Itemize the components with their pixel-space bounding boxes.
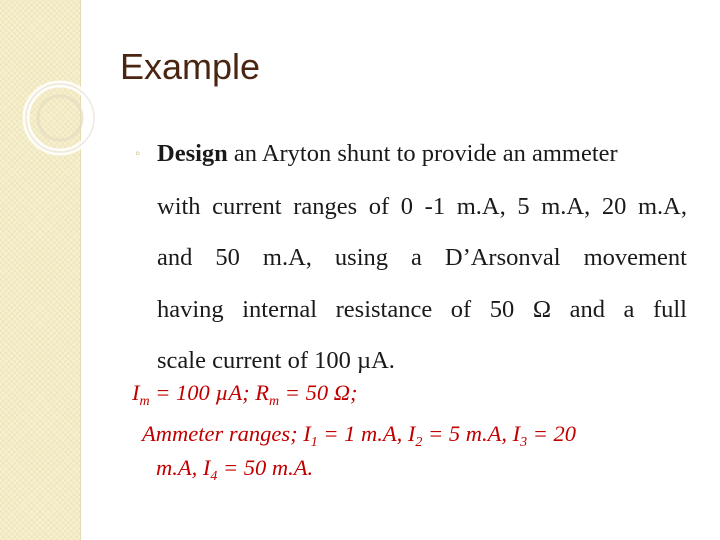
im-symbol: I [132, 380, 140, 405]
ring-outer-outline [26, 84, 94, 152]
rm-value: = 50 Ω; [279, 380, 358, 405]
i4-symbol: I [202, 455, 211, 480]
i3-symbol: I [512, 421, 521, 446]
bullet-line-1: an Aryton shunt to provide an ammeter [227, 140, 618, 167]
bullet-line-2: with current ranges of 0 -1 m.A, 5 m.A, 20 m.A, [157, 192, 687, 220]
rm-symbol: R [255, 380, 270, 405]
given-values-line-2 [142, 421, 576, 456]
i4-subscript: 4 [210, 469, 218, 484]
i4-value: = 50 m.A. [217, 455, 314, 480]
i2-symbol: I [407, 421, 416, 446]
bullet-icon: ◦ [135, 146, 141, 162]
given-values-line-1 [132, 380, 357, 415]
i2-subscript: 2 [415, 435, 423, 450]
i1-symbol: I [303, 421, 311, 446]
decorative-rings [0, 0, 130, 160]
i1-subscript: 1 [310, 435, 318, 450]
bullet-line-5: scale current of 100 µA. [157, 347, 395, 374]
im-subscript: m [139, 394, 150, 409]
bullet-line-3: and 50 m.A, using a D’Arsonval movement [157, 244, 687, 271]
given-values-line-3 [156, 455, 313, 490]
rm-subscript: m [269, 394, 280, 409]
bullet-block [135, 128, 687, 387]
bullet-lead-word: Design [157, 140, 228, 167]
line-3-start: m.A, [156, 455, 203, 480]
bullet-line-4: having internal resistance of 50 Ω and a full [157, 295, 687, 323]
ring-inner [38, 96, 82, 140]
i3-value: = 20 [527, 421, 577, 446]
i3-subscript: 3 [520, 435, 528, 450]
i1-value: = 1 m.A, [317, 421, 408, 446]
slide-title: Example [120, 46, 261, 87]
im-value: = 100 µA; [149, 380, 256, 405]
ammeter-ranges-label: Ammeter ranges; [142, 421, 304, 446]
i2-value: = 5 m.A, [422, 421, 513, 446]
bullet-first-line [135, 128, 687, 181]
